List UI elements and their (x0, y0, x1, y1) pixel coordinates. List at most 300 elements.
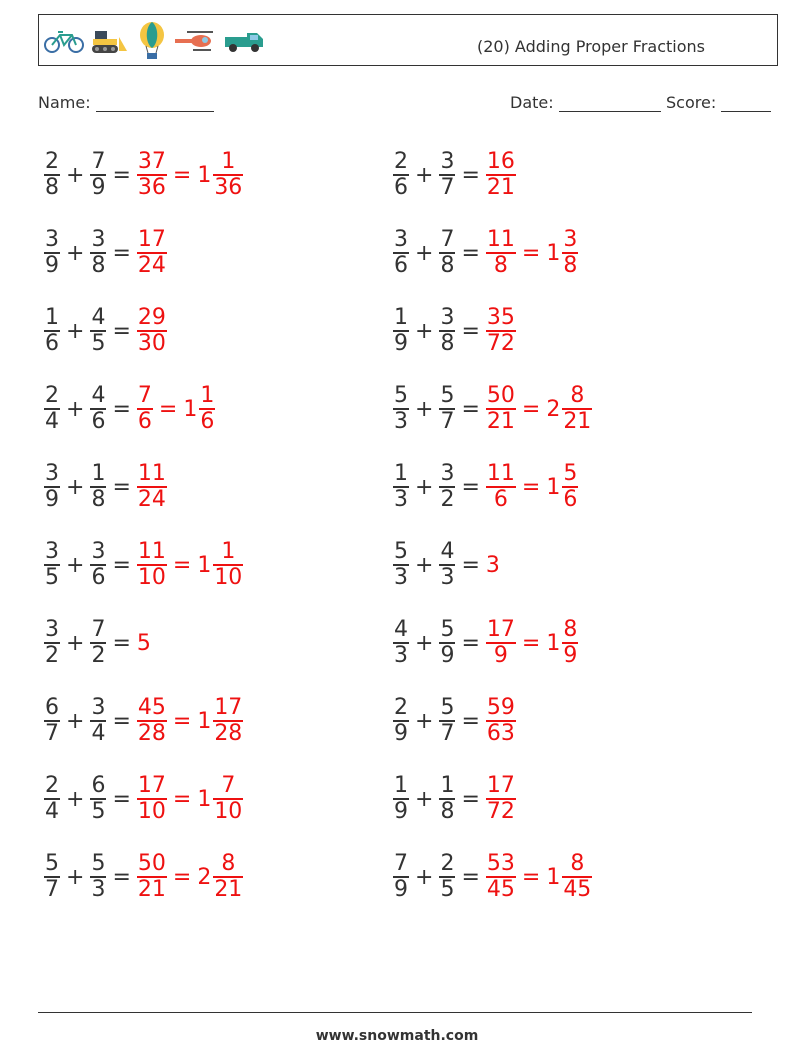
mixed-whole-part: 1 (546, 240, 561, 266)
numerator: 7 (221, 772, 236, 798)
equals-sign: = (521, 864, 541, 890)
score-label: Score: (666, 93, 717, 112)
problem-item (393, 142, 516, 208)
addend-fraction (44, 150, 60, 200)
equals-sign: = (461, 630, 480, 656)
answer (486, 852, 592, 902)
numerator: 5 (440, 694, 455, 720)
numerator: 5 (563, 460, 578, 486)
date-blank[interactable] (559, 93, 661, 112)
pickup-truck-icon (223, 27, 265, 55)
denominator: 2 (45, 643, 59, 668)
answer (137, 150, 243, 200)
denominator: 9 (493, 643, 508, 668)
helicopter-icon (173, 28, 219, 54)
equals-sign: = (112, 240, 131, 266)
problem-item (393, 844, 592, 910)
plus-sign: + (66, 708, 85, 734)
mixed-fraction-part (562, 852, 592, 902)
numerator: 17 (486, 772, 515, 798)
mixed-whole-part: 2 (546, 396, 561, 422)
numerator: 5 (45, 850, 59, 876)
numerator: 1 (91, 460, 106, 486)
problem-item (393, 220, 578, 286)
mixed-fraction-part (562, 384, 592, 434)
problem-item (393, 532, 500, 598)
denominator: 21 (563, 409, 592, 434)
plus-sign: + (415, 552, 434, 578)
denominator: 72 (486, 331, 515, 356)
equals-sign: = (112, 708, 131, 734)
plus-sign: + (415, 318, 434, 344)
numerator: 1 (394, 772, 408, 798)
numerator: 2 (394, 694, 408, 720)
answer (486, 774, 516, 824)
mixed-whole-part: 1 (546, 630, 561, 656)
addend-fraction (393, 228, 409, 278)
addend-fraction (90, 618, 106, 668)
equals-sign: = (461, 786, 480, 812)
footer-url: www.snowmath.com (315, 1028, 479, 1044)
denominator: 4 (91, 721, 106, 746)
denominator: 6 (137, 409, 152, 434)
answer (137, 228, 167, 278)
footer-divider (38, 1012, 752, 1013)
answer (137, 852, 243, 902)
addend-fraction (90, 852, 106, 902)
numerator: 3 (91, 538, 106, 564)
numerator: 4 (91, 382, 106, 408)
mixed-fraction-part (562, 462, 578, 512)
numerator: 5 (394, 538, 408, 564)
answer (486, 553, 500, 578)
problem-item (44, 142, 243, 208)
answer-fraction (137, 462, 167, 512)
plus-sign: + (66, 630, 85, 656)
mixed-fraction-part (213, 852, 243, 902)
denominator: 24 (137, 487, 166, 512)
addend-fraction (393, 384, 409, 434)
plus-sign: + (66, 240, 85, 266)
plus-sign: + (66, 552, 85, 578)
addend-fraction (439, 774, 455, 824)
numerator: 35 (486, 304, 515, 330)
numerator: 7 (440, 226, 455, 252)
numerator: 2 (45, 772, 59, 798)
answer-fraction (137, 540, 167, 590)
addend-fraction (44, 540, 60, 590)
addend-fraction (439, 384, 455, 434)
problem-item (44, 610, 151, 676)
icon-strip (43, 23, 265, 59)
numerator: 59 (486, 694, 515, 720)
plus-sign: + (415, 162, 434, 188)
numerator: 7 (394, 850, 408, 876)
answer (137, 774, 243, 824)
equals-sign: = (461, 162, 480, 188)
numerator: 5 (91, 850, 106, 876)
denominator: 4 (45, 409, 59, 434)
numerator: 3 (440, 460, 455, 486)
hot-air-balloon-icon (135, 21, 169, 61)
answer (137, 384, 215, 434)
numerator: 4 (91, 304, 106, 330)
addend-fraction (90, 150, 106, 200)
numerator: 37 (137, 148, 166, 174)
denominator: 30 (137, 331, 166, 356)
denominator: 6 (91, 565, 106, 590)
addend-fraction (90, 540, 106, 590)
denominator: 45 (563, 877, 592, 902)
numerator: 53 (486, 850, 515, 876)
denominator: 3 (440, 565, 455, 590)
mixed-whole-part: 2 (197, 864, 212, 890)
equals-sign: = (461, 552, 480, 578)
numerator: 1 (394, 460, 408, 486)
denominator: 10 (137, 565, 166, 590)
answer-fraction (486, 228, 516, 278)
mixed-fraction-part (562, 228, 578, 278)
answer-fraction (137, 150, 167, 200)
equals-sign: = (521, 396, 541, 422)
addend-fraction (393, 306, 409, 356)
answer-fraction (486, 618, 516, 668)
problem-item (393, 376, 592, 442)
denominator: 9 (394, 799, 408, 824)
equals-sign: = (172, 552, 192, 578)
denominator: 28 (137, 721, 166, 746)
mixed-fraction-part (213, 540, 243, 590)
denominator: 6 (394, 253, 408, 278)
addend-fraction (44, 696, 60, 746)
denominator: 3 (91, 877, 106, 902)
problem-item (44, 298, 167, 364)
worksheet-title: (20) Adding Proper Fractions (477, 37, 705, 56)
numerator: 4 (394, 616, 408, 642)
equals-sign: = (112, 474, 131, 500)
denominator: 5 (91, 799, 106, 824)
answer (486, 384, 592, 434)
numerator: 45 (137, 694, 166, 720)
denominator: 3 (394, 565, 408, 590)
numerator: 50 (486, 382, 515, 408)
addend-fraction (44, 384, 60, 434)
equals-sign: = (172, 162, 192, 188)
mixed-whole-part: 1 (546, 864, 561, 890)
date-label: Date: (510, 93, 554, 112)
plus-sign: + (66, 786, 85, 812)
answer-fraction (137, 852, 167, 902)
numerator: 1 (221, 538, 236, 564)
denominator: 9 (45, 487, 59, 512)
problem-item (44, 688, 243, 754)
denominator: 7 (440, 409, 455, 434)
numerator: 5 (440, 382, 455, 408)
denominator: 28 (214, 721, 243, 746)
addend-fraction (393, 540, 409, 590)
denominator: 21 (486, 175, 515, 200)
denominator: 7 (440, 175, 455, 200)
answer-fraction (486, 384, 516, 434)
numerator: 11 (137, 460, 166, 486)
answer-fraction (137, 306, 167, 356)
addend-fraction (439, 462, 455, 512)
numerator: 1 (440, 772, 455, 798)
numerator: 11 (137, 538, 166, 564)
numerator: 6 (91, 772, 106, 798)
equals-sign: = (112, 396, 131, 422)
numerator: 17 (214, 694, 243, 720)
plus-sign: + (415, 396, 434, 422)
plus-sign: + (415, 240, 434, 266)
denominator: 7 (45, 877, 59, 902)
numerator: 11 (486, 460, 515, 486)
numerator: 2 (394, 148, 408, 174)
plus-sign: + (66, 474, 85, 500)
denominator: 6 (563, 487, 578, 512)
answer (486, 462, 578, 512)
equals-sign: = (461, 396, 480, 422)
addend-fraction (439, 618, 455, 668)
mixed-whole-part: 1 (183, 396, 198, 422)
problem-item (44, 376, 215, 442)
denominator: 9 (394, 877, 408, 902)
denominator: 10 (137, 799, 166, 824)
numerator: 8 (221, 850, 236, 876)
name-label: Name: (38, 93, 91, 112)
denominator: 2 (91, 643, 106, 668)
denominator: 5 (440, 877, 455, 902)
answer (486, 228, 578, 278)
numerator: 16 (486, 148, 515, 174)
date-field[interactable] (510, 93, 661, 112)
equals-sign: = (112, 318, 131, 344)
numerator: 8 (563, 616, 578, 642)
equals-sign: = (112, 162, 131, 188)
name-blank[interactable] (96, 93, 214, 112)
addend-fraction (44, 228, 60, 278)
problem-item (393, 766, 516, 832)
answer (137, 462, 167, 512)
answer-fraction (486, 696, 516, 746)
answer (486, 696, 516, 746)
numerator: 1 (200, 382, 215, 408)
equals-sign: = (521, 474, 541, 500)
addend-fraction (90, 774, 106, 824)
addend-fraction (44, 306, 60, 356)
numerator: 3 (45, 460, 59, 486)
mixed-fraction-part (199, 384, 215, 434)
equals-sign: = (172, 708, 192, 734)
plus-sign: + (415, 786, 434, 812)
addend-fraction (44, 774, 60, 824)
problem-item (393, 454, 578, 520)
answer (486, 150, 516, 200)
numerator: 1 (221, 148, 236, 174)
numerator: 6 (45, 694, 59, 720)
mixed-whole-part: 1 (197, 786, 212, 812)
addend-fraction (393, 696, 409, 746)
problem-item (393, 610, 578, 676)
numerator: 3 (45, 226, 59, 252)
numerator: 3 (440, 148, 455, 174)
numerator: 17 (137, 226, 166, 252)
addend-fraction (393, 618, 409, 668)
numerator: 1 (45, 304, 59, 330)
numerator: 17 (486, 616, 515, 642)
plus-sign: + (66, 318, 85, 344)
denominator: 5 (45, 565, 59, 590)
problem-item (44, 766, 243, 832)
denominator: 8 (91, 253, 106, 278)
bicycle-icon (43, 28, 85, 54)
answer-fraction (486, 852, 516, 902)
mixed-whole-part: 1 (546, 474, 561, 500)
denominator: 2 (440, 487, 455, 512)
numerator: 3 (91, 226, 106, 252)
score-blank[interactable] (721, 93, 771, 112)
denominator: 63 (486, 721, 515, 746)
answer-whole-number: 3 (485, 552, 500, 578)
answer (486, 618, 578, 668)
answer (486, 306, 516, 356)
plus-sign: + (415, 474, 434, 500)
answer-fraction (137, 384, 153, 434)
addend-fraction (90, 384, 106, 434)
denominator: 9 (91, 175, 106, 200)
denominator: 24 (137, 253, 166, 278)
denominator: 3 (394, 409, 408, 434)
answer-fraction (486, 306, 516, 356)
denominator: 6 (493, 487, 508, 512)
problem-item (393, 298, 516, 364)
problem-item (44, 454, 167, 520)
score-field[interactable] (666, 93, 771, 112)
answer-whole-number: 5 (136, 630, 151, 656)
addend-fraction (393, 774, 409, 824)
denominator: 6 (200, 409, 215, 434)
denominator: 8 (440, 253, 455, 278)
answer (137, 306, 167, 356)
denominator: 8 (440, 331, 455, 356)
equals-sign: = (461, 708, 480, 734)
addend-fraction (90, 462, 106, 512)
addend-fraction (393, 852, 409, 902)
mixed-fraction-part (213, 696, 243, 746)
denominator: 10 (214, 799, 243, 824)
numerator: 7 (91, 616, 106, 642)
equals-sign: = (521, 630, 541, 656)
denominator: 3 (394, 487, 408, 512)
numerator: 7 (91, 148, 106, 174)
addend-fraction (439, 228, 455, 278)
answer-fraction (486, 774, 516, 824)
mixed-whole-part: 1 (197, 552, 212, 578)
answer (137, 631, 151, 656)
numerator: 8 (570, 850, 585, 876)
denominator: 8 (45, 175, 59, 200)
addend-fraction (90, 228, 106, 278)
plus-sign: + (66, 396, 85, 422)
problem-item (44, 532, 243, 598)
denominator: 8 (563, 253, 578, 278)
answer-fraction (137, 696, 167, 746)
worksheet-header (38, 14, 778, 66)
plus-sign: + (66, 162, 85, 188)
numerator: 17 (137, 772, 166, 798)
answer-fraction (137, 774, 167, 824)
equals-sign: = (461, 864, 480, 890)
numerator: 3 (45, 538, 59, 564)
numerator: 8 (570, 382, 585, 408)
mixed-fraction-part (213, 774, 243, 824)
denominator: 36 (214, 175, 243, 200)
denominator: 21 (214, 877, 243, 902)
equals-sign: = (461, 240, 480, 266)
numerator: 5 (440, 616, 455, 642)
denominator: 9 (563, 643, 578, 668)
denominator: 6 (91, 409, 106, 434)
numerator: 2 (45, 382, 59, 408)
denominator: 21 (137, 877, 166, 902)
equals-sign: = (521, 240, 541, 266)
denominator: 7 (45, 721, 59, 746)
equals-sign: = (112, 630, 131, 656)
equals-sign: = (461, 318, 480, 344)
addend-fraction (44, 618, 60, 668)
denominator: 6 (45, 331, 59, 356)
addend-fraction (439, 150, 455, 200)
numerator: 3 (563, 226, 578, 252)
addend-fraction (439, 540, 455, 590)
plus-sign: + (415, 630, 434, 656)
problem-item (393, 688, 516, 754)
addend-fraction (393, 462, 409, 512)
denominator: 8 (440, 799, 455, 824)
mixed-whole-part: 1 (197, 708, 212, 734)
answer (137, 696, 243, 746)
equals-sign: = (461, 474, 480, 500)
denominator: 21 (486, 409, 515, 434)
addend-fraction (90, 696, 106, 746)
numerator: 3 (45, 616, 59, 642)
problem-item (44, 844, 243, 910)
equals-sign: = (112, 786, 131, 812)
equals-sign: = (112, 864, 131, 890)
denominator: 36 (137, 175, 166, 200)
numerator: 3 (394, 226, 408, 252)
plus-sign: + (415, 864, 434, 890)
plus-sign: + (415, 708, 434, 734)
numerator: 7 (137, 382, 152, 408)
mixed-fraction-part (562, 618, 578, 668)
addend-fraction (439, 852, 455, 902)
denominator: 9 (440, 643, 455, 668)
numerator: 5 (394, 382, 408, 408)
addend-fraction (439, 696, 455, 746)
addend-fraction (393, 150, 409, 200)
denominator: 9 (394, 331, 408, 356)
problem-item (44, 220, 167, 286)
denominator: 5 (91, 331, 106, 356)
name-field[interactable] (38, 93, 214, 112)
equals-sign: = (158, 396, 178, 422)
addend-fraction (439, 306, 455, 356)
answer-fraction (486, 150, 516, 200)
answer (137, 540, 243, 590)
numerator: 3 (440, 304, 455, 330)
numerator: 2 (440, 850, 455, 876)
